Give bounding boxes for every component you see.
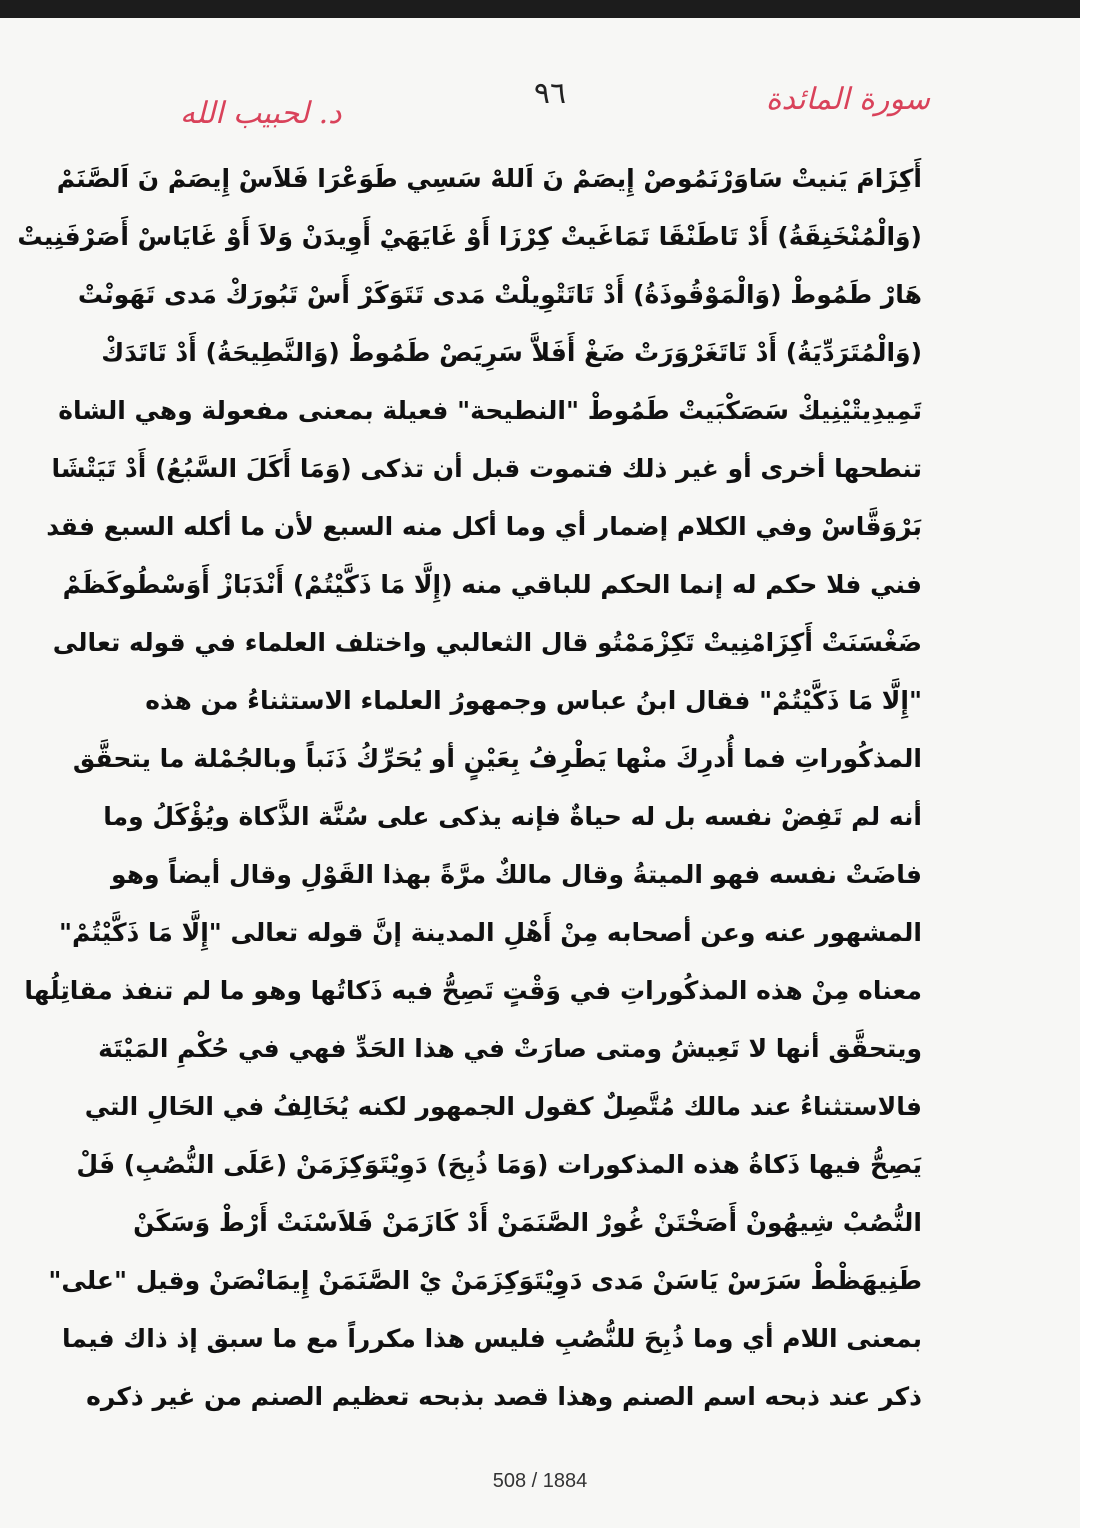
body-text <box>17 150 922 1426</box>
text-line: بَرْوَقَّاسْ وفي الكلام إضمار أي وما أكل منه السبع لأن ما أكله السبع فقد <box>46 512 922 541</box>
text-line: هَارْ طَمُوطْ (وَالْمَوْقُوذَةُ) أَدْ تَاتَتْوِيلْتْ مَدى تَتَوَكَرْ أَسْ تَبُورَكْ مَدى تَهَونْتْ <box>77 280 922 309</box>
scan-top-edge <box>0 0 1080 18</box>
text-line: فني فلا حكم له إنما الحكم للباقي منه (إِلَّا مَا ذَكَّيْتُمْ) أَنْدَبَازْ أَوَسْطُوكَظَمْ <box>62 570 922 599</box>
text-line: يَصِحُّ فيها ذَكاةُ هذه المذكورات (وَمَا ذُبِحَ) دَوِيْتَوَكِزَمَنْ (عَلَى النُّصُبِ) فَلْ <box>76 1150 922 1179</box>
text-line: بمعنى اللام أي وما ذُبِحَ للنُّصُبِ فليس هذا مكرراً مع ما سبق إذ ذاك فيما <box>61 1324 922 1353</box>
text-line: أَكِزَامَ يَنيتْ سَاوَرْنَمُوصْ إِيصَمْ نَ اَللهْ سَسِي طَوَعْرَا فَلاَسْ إِيصَمْ نَ اَلصَّنَمْ <box>56 164 922 193</box>
text-line: النُّصُبْ شِيهُونْ أَصَخْتَنْ غُورْ الصَّنَمَنْ أَدْ كَازَمَنْ فَلاَسْنَتْ أَرْطْ وَسَكَنْ <box>133 1208 922 1237</box>
handwritten-author-note: د. لحبيب الله <box>180 96 342 131</box>
text-line: معناه مِنْ هذه المذكُوراتِ في وَقْتٍ تَصِحُّ فيه ذَكاتُها وهو ما لم تنفذ مقاتِلُها <box>24 976 922 1005</box>
text-line: المشهور عنه وعن أصحابه مِنْ أَهْلِ المدينة إنَّ قوله تعالى "إِلَّا مَا ذَكَّيْتُمْ" <box>58 918 922 947</box>
text-line: ذكر عند ذبحه اسم الصنم وهذا قصد بذبحه تعظيم الصنم من غير ذكره <box>86 1382 922 1411</box>
text-line: أنه لم تَفِضْ نفسه بل له حياةٌ فإنه يذكى على سُنَّة الذَّكاة ويُؤْكَلُ وما <box>103 802 922 831</box>
text-line: فاضَتْ نفسه فهو الميتةُ وقال مالكٌ مرَّةً بهذا القَوْلِ وقال أيضاً وهو <box>111 860 922 889</box>
text-line: (وَالْمُتَرَدِّيَةُ) أَدْ تَاتَغَرْوَرَتْ ضَغْ أَفَلاَّ سَرِيَصْ طَمُوطْ (وَالنَّطِيحَةُ) أَدْ تَاتَدَكْ <box>101 338 922 367</box>
text-line: ضَغْسَنَتْ أَكِزَامْنِيتْ تَكِزْمَمْتُو قال الثعالبي واختلف العلماء في قوله تعالى <box>52 628 922 657</box>
page-number: ٩٦ <box>533 76 567 111</box>
handwritten-surah-name: سورة المائدة <box>765 82 930 117</box>
text-line: (وَالْمُنْخَنِقَةُ) أَدْ تَاطَنْقَا تَمَاغَيتْ كِرْزَا أَوْ غَايَهَيْ أَوِيدَنْ وَلاَ أَوْ غَايَاسْ أَصَرْفَنِيتْ <box>17 222 922 251</box>
text-line: فالاستثناءُ عند مالك مُتَّصِلٌ كقول الجمهور لكنه يُخَالِفُ في الحَالِ التي <box>84 1092 922 1121</box>
text-line: تنطحها أخرى أو غير ذلك فتموت قبل أن تذكى (وَمَا أَكَلَ السَّبُعُ) أَدْ تَيَتْشَا <box>51 454 922 483</box>
page-counter: 508 / 1884 <box>492 1470 588 1492</box>
text-line: "إِلَّا مَا ذَكَّيْتُمْ" فقال ابنُ عباس وجمهورُ العلماء الاستثناءُ من هذه <box>145 686 922 715</box>
text-line: ويتحقَّق أنها لا تَعِيشُ ومتى صارَتْ في هذا الحَدِّ فهي في حُكْمِ المَيْتَة <box>98 1034 922 1063</box>
text-line: طَنِيهَظْطْ سَرَسْ يَاسَنْ مَدى دَوِيْتَوَكِزَمَنْ يْ الصَّنَمَنْ إِيمَانْصَنْ وقيل "على" <box>48 1266 922 1295</box>
text-line: تَمِيدِيتْيْنِيكْ سَصَكْبَيتْ طَمُوطْ "النطيحة" فعيلة بمعنى مفعولة وهي الشاة <box>58 396 922 425</box>
text-line: المذكُوراتِ فما أُدرِكَ منْها يَطْرِفُ بِعَيْنٍ أو يُحَرِّكُ ذَنَباً وبالجُمْلة ما يتحقَّق <box>72 744 922 773</box>
